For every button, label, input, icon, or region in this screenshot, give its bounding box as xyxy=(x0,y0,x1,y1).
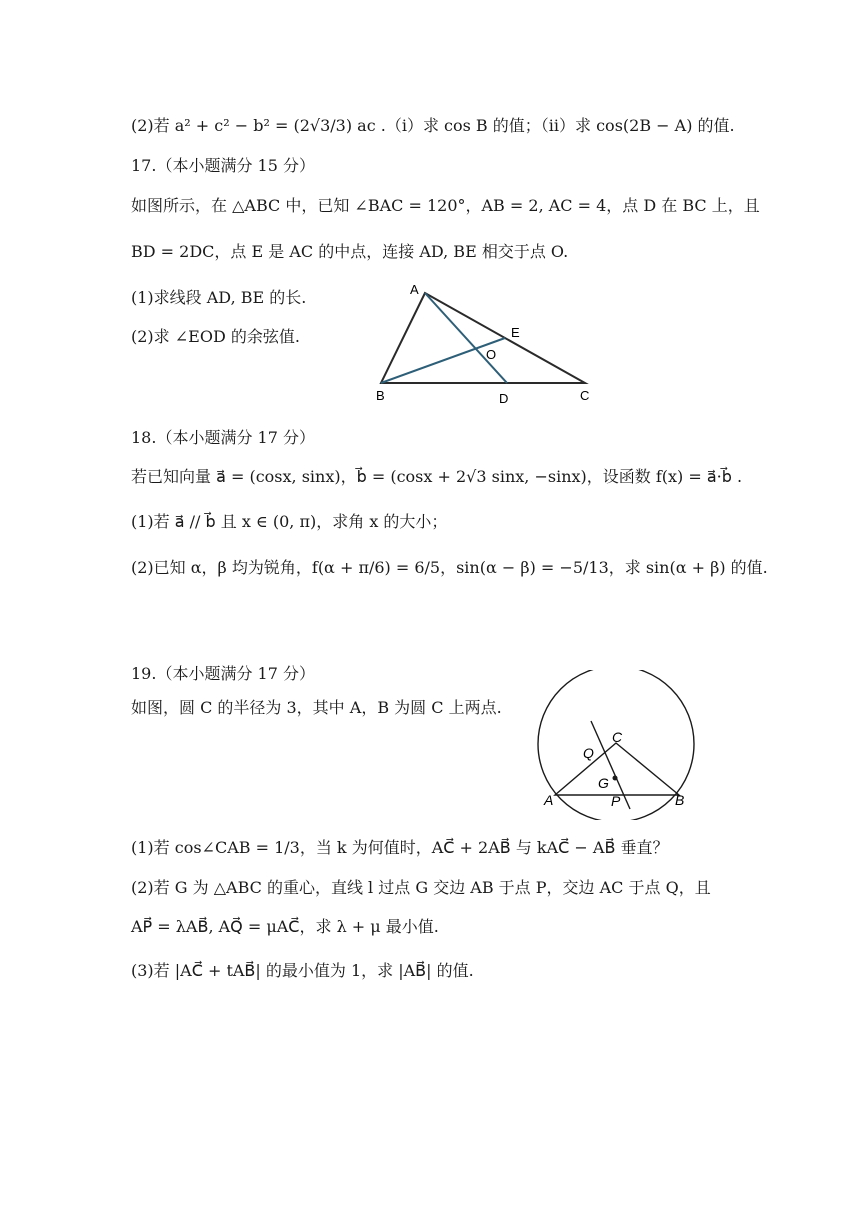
q19-part3: (3)若 |AC⃗ + tAB⃗| 的最小值为 1，求 |AB⃗| 的值. xyxy=(131,961,474,980)
q18-stem: 若已知向量 a⃗ = (cosx, sinx)，b⃗ = (cosx + 2√3 sinx, −sinx)，设函数 f(x) = a⃗·b⃗ . xyxy=(131,467,743,486)
label-g-19: G xyxy=(598,775,609,791)
q19-circle-figure xyxy=(535,670,700,820)
q19-part2-line1: (2)若 G 为 △ABC 的重心，直线 l 过点 G 交边 AB 于点 P，交边 AC 于点 Q，且 xyxy=(131,878,711,897)
label-a: A xyxy=(410,282,419,297)
label-p-19: P xyxy=(611,793,621,809)
triangle-abc xyxy=(381,293,585,383)
q19-heading: 19.（本小题满分 17 分） xyxy=(131,664,315,683)
q18-part1: (1)若 a⃗ // b⃗ 且 x ∈ (0, π)，求角 x 的大小； xyxy=(131,512,448,531)
q19-stem: 如图，圆 C 的半径为 3，其中 A，B 为圆 C 上两点. xyxy=(131,698,502,717)
q18-heading: 18.（本小题满分 17 分） xyxy=(131,428,315,447)
q17-stem-line2: BD = 2DC，点 E 是 AC 的中点，连接 AD, BE 相交于点 O. xyxy=(131,242,569,261)
label-d: D xyxy=(499,391,509,406)
centroid-g-dot xyxy=(613,776,618,781)
label-c-19: C xyxy=(612,729,623,745)
q18-part2: (2)已知 α，β 均为锐角，f(α + π/6) = 6/5，sin(α − β) = −5/13，求 sin(α + β) 的值. xyxy=(131,558,768,577)
label-e: E xyxy=(511,325,520,340)
label-a-19: A xyxy=(544,792,554,808)
label-b: B xyxy=(376,388,385,403)
q19-part1: (1)若 cos∠CAB = 1/3，当 k 为何值时，AC⃗ + 2AB⃗ 与 kAC⃗ − AB⃗ 垂直？ xyxy=(131,838,669,857)
label-c: C xyxy=(580,388,590,403)
label-q-19: Q xyxy=(583,745,594,761)
q16-part2: (2)若 a² + c² − b² = (2√3/3) ac .（i）求 cos B 的值；（ii）求 cos(2B − A) 的值. xyxy=(131,116,735,135)
label-b-19: B xyxy=(675,792,685,808)
label-o: O xyxy=(486,347,497,362)
q17-stem-line1: 如图所示，在 △ABC 中，已知 ∠BAC = 120°，AB = 2, AC = 4，点 D 在 BC 上，且 xyxy=(131,196,760,215)
q17-part2: (2)求 ∠EOD 的余弦值. xyxy=(131,327,300,346)
q17-heading: 17.（本小题满分 15 分） xyxy=(131,156,315,175)
segment-ad xyxy=(425,293,507,383)
q17-triangle-figure xyxy=(370,280,600,410)
triangle-abc-19 xyxy=(555,743,679,795)
q19-part2-line2: AP⃗ = λAB⃗, AQ⃗ = μAC⃗，求 λ + μ 最小值. xyxy=(131,917,439,936)
q17-part1: (1)求线段 AD, BE 的长. xyxy=(131,288,307,307)
